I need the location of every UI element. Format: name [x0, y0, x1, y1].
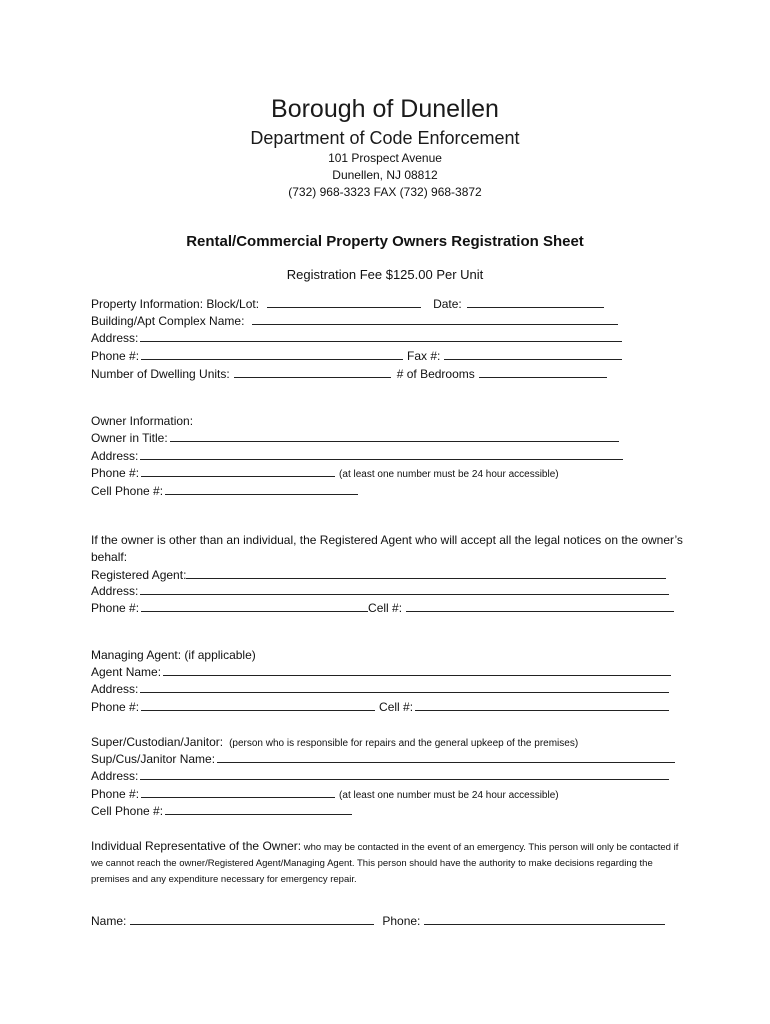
managing-agent-heading-row: [91, 647, 256, 664]
owner-phone-label: Phone #:: [91, 466, 140, 480]
super-cell-field[interactable]: [165, 803, 352, 815]
bedrooms-field[interactable]: [479, 366, 607, 378]
owner-title-field[interactable]: [170, 430, 619, 442]
property-phone-field[interactable]: [141, 348, 403, 360]
registered-agent-phone-row: [91, 600, 674, 617]
owner-phone-note: (at least one number must be 24 hour accessible): [339, 469, 559, 480]
registered-agent-phone-label: Phone #:: [91, 601, 140, 615]
owner-heading-row: [91, 413, 193, 430]
managing-agent-phone-label: Phone #:: [91, 700, 140, 714]
representative-paragraph: [91, 838, 683, 888]
managing-agent-cell-label: Cell #:: [379, 700, 414, 714]
property-address-field[interactable]: [140, 330, 622, 342]
property-address-label: Address:: [91, 331, 139, 345]
property-phone-label: Phone #:: [91, 349, 140, 363]
complex-name-label: Building/Apt Complex Name:: [91, 314, 245, 328]
representative-contact-row: [91, 913, 665, 930]
super-heading-row: [91, 734, 578, 752]
dwelling-units-row: [91, 366, 607, 383]
street-address: 101 Prospect Avenue: [328, 151, 442, 165]
managing-agent-address-field[interactable]: [140, 681, 669, 693]
property-address-row: [91, 330, 622, 347]
owner-phone-row: [91, 465, 559, 483]
dwelling-units-label: Number of Dwelling Units:: [91, 367, 230, 381]
registered-agent-intro: If the owner is other than an individual, the Registered Agent who will accept all the legal notices on the owner’s behalf:: [91, 533, 683, 564]
complex-name-field[interactable]: [252, 313, 618, 325]
super-name-label: Sup/Cus/Janitor Name:: [91, 752, 216, 766]
representative-phone-field[interactable]: [424, 913, 665, 925]
owner-address-label: Address:: [91, 449, 139, 463]
representative-name-field[interactable]: [130, 913, 374, 925]
registration-fee: Registration Fee $125.00 Per Unit: [286, 267, 484, 282]
managing-agent-address-label: Address:: [91, 682, 139, 696]
representative-name-label: Name:: [91, 914, 127, 928]
super-phone-note: (at least one number must be 24 hour accessible): [339, 790, 559, 801]
super-heading-note: (person who is responsible for repairs and the general upkeep of the premises): [229, 738, 579, 749]
owner-address-field[interactable]: [140, 448, 623, 460]
registered-agent-address-row: [91, 583, 669, 600]
form-title: Rental/Commercial Property Owners Registration Sheet: [186, 233, 584, 250]
owner-phone-field[interactable]: [141, 465, 335, 477]
date-label: Date:: [433, 297, 462, 311]
borough-title: Borough of Dunellen: [271, 95, 499, 123]
department-title: Department of Code Enforcement: [250, 128, 520, 148]
fax-field[interactable]: [444, 348, 622, 360]
super-cell-label: Cell Phone #:: [91, 804, 164, 818]
managing-agent-phone-row: [91, 699, 669, 716]
bedrooms-label: # of Bedrooms: [396, 367, 475, 381]
super-phone-label: Phone #:: [91, 787, 140, 801]
registered-agent-cell-label: Cell #:: [368, 601, 403, 615]
representative-text: who may be contacted in the event of an emergency. This person will only be contacted if we cannot reach the owner/Registered Agent/Managing Agent. This person should have the authority to make decisions regarding the premises and any expenditure necessary for emergency repair.: [91, 842, 679, 885]
registered-agent-label: Registered Agent:: [91, 568, 187, 582]
date-field[interactable]: [467, 296, 604, 308]
city-state-zip: Dunellen, NJ 08812: [332, 168, 438, 182]
super-phone-row: [91, 786, 559, 804]
registered-agent-cell-field[interactable]: [406, 600, 674, 612]
representative-heading: Individual Representative of the Owner:: [91, 839, 302, 853]
super-heading: Super/Custodian/Janitor:: [91, 735, 224, 749]
property-phone-row: [91, 348, 622, 365]
super-phone-field[interactable]: [141, 786, 335, 798]
block-lot-label: Property Information: Block/Lot:: [91, 297, 260, 311]
super-address-label: Address:: [91, 769, 139, 783]
owner-cell-field[interactable]: [165, 483, 358, 495]
owner-cell-label: Cell Phone #:: [91, 484, 164, 498]
registered-agent-field[interactable]: [186, 567, 666, 579]
super-name-field[interactable]: [217, 751, 675, 763]
registered-agent-phone-field[interactable]: [141, 600, 368, 612]
managing-agent-cell-field[interactable]: [415, 699, 669, 711]
representative-phone-label: Phone:: [382, 914, 421, 928]
registered-agent-row: [91, 567, 666, 584]
super-address-row: [91, 768, 669, 785]
block-lot-row: [91, 296, 604, 313]
managing-agent-phone-field[interactable]: [141, 699, 375, 711]
super-address-field[interactable]: [140, 768, 669, 780]
registered-agent-address-field[interactable]: [140, 583, 669, 595]
owner-heading: Owner Information:: [91, 414, 194, 428]
managing-agent-address-row: [91, 681, 669, 698]
managing-agent-heading: Managing Agent: (if applicable): [91, 648, 256, 662]
owner-title-label: Owner in Title:: [91, 431, 168, 445]
block-lot-field[interactable]: [267, 296, 421, 308]
dwelling-units-field[interactable]: [234, 366, 391, 378]
super-name-row: [91, 751, 675, 768]
owner-title-row: [91, 430, 619, 447]
fax-label: Fax #:: [407, 349, 441, 363]
phone-fax-line: (732) 968-3323 FAX (732) 968-3872: [288, 185, 482, 199]
managing-agent-name-row: [91, 664, 671, 681]
super-cell-row: [91, 803, 352, 820]
managing-agent-name-field[interactable]: [163, 664, 671, 676]
complex-name-row: [91, 313, 618, 330]
owner-address-row: [91, 448, 623, 465]
registered-agent-address-label: Address:: [91, 584, 139, 598]
owner-cell-row: [91, 483, 358, 500]
managing-agent-name-label: Agent Name:: [91, 665, 162, 679]
